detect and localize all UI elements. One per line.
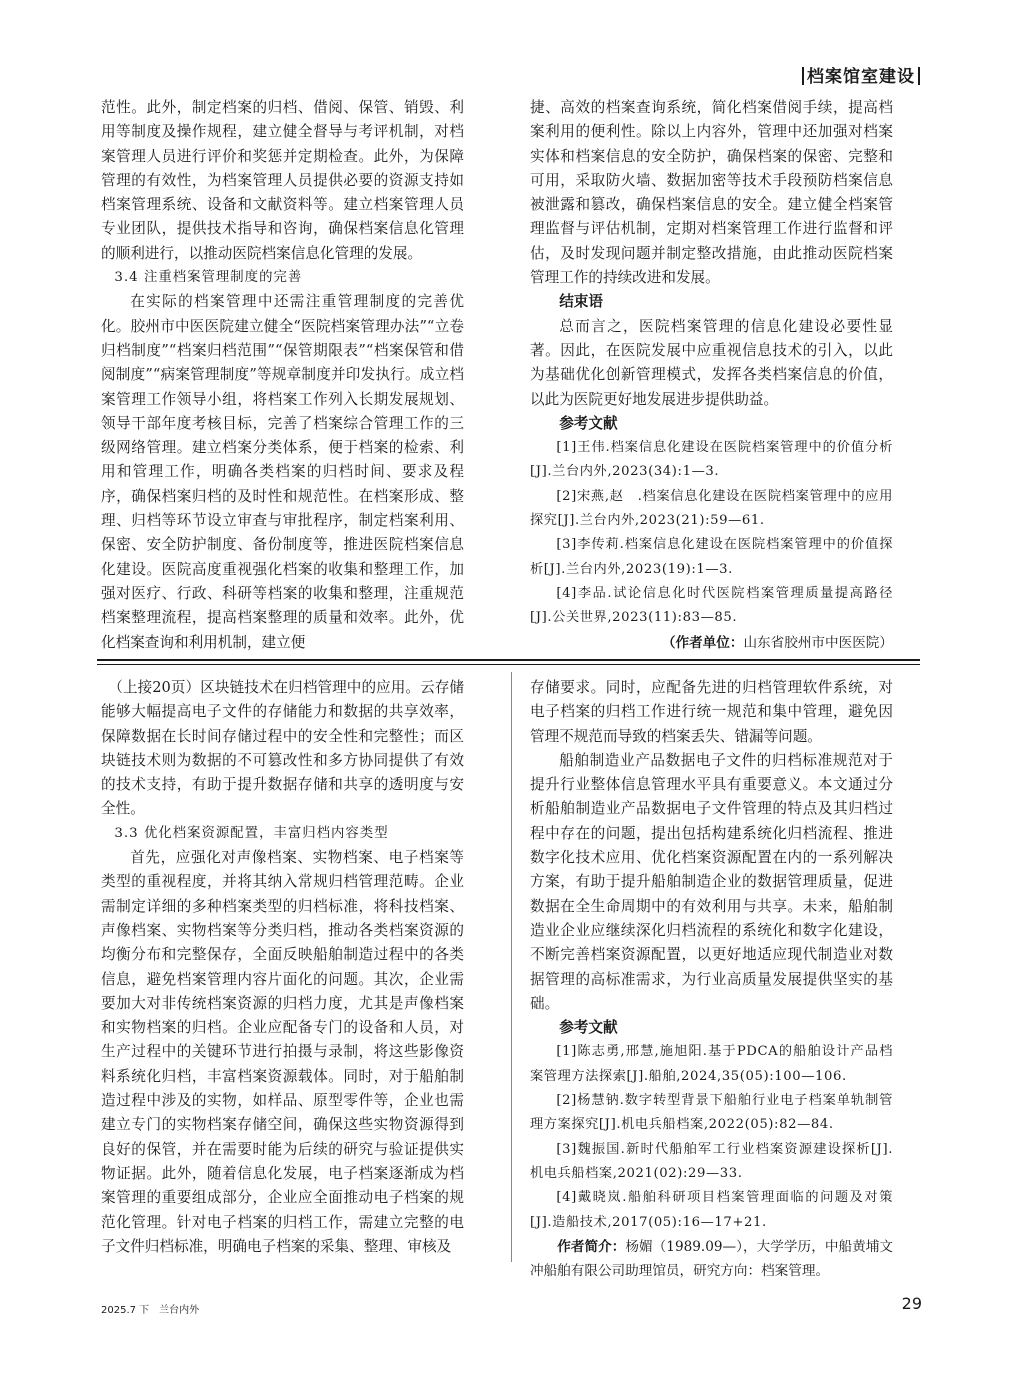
author-bio — [530, 1235, 893, 1284]
references-heading: 参考文献 — [559, 1019, 618, 1037]
top-left-column — [101, 96, 464, 655]
bio-value: 杨媚（1989.09—），大学学历，中船黄埔文冲船舶有限公司助理馆员，研究方向：档案管理。 — [530, 1238, 893, 1280]
author-affiliation — [530, 631, 893, 655]
conclusion-heading: 结束语 — [559, 293, 603, 311]
section-header — [799, 62, 923, 87]
bottom-left-column — [101, 676, 464, 1259]
reference-item: [4]戴晓岚.船舶科研项目档案管理面临的问题及对策[J].造船技术,2017(05):16—17+21. — [530, 1190, 893, 1230]
body-paragraph: 首先，应强化对声像档案、实物档案、电子档案等类型的重视程度，并将其纳入常规归档管理范畴。企业需制定详细的多种档案类型的归档标准，将科技档案、声像档案、实物档案等分类归档，推动各类档案资源的均衡分布和完整保存，全面反映船舶制造过程中的各类信息，避免档案管理内容片面化的问题。其次，企业需要加大对非传统档案资源的归档力度，尤其是声像档案和实物档案的归档。企业应配备专门的设备和人员，对生产过程中的关键环节进行拍摄与录制，将这些影像资料系统化归档，丰富档案资源载体。同时，对于船舶制造过程中涉及的实物，如样品、原型零件等，企业也需建立专门的实物档案存储空间，确保这些实物资源得到良好的保管，并在需要时能为后续的研究与验证提供实物证据。此外，随着信息化发展，电子档案逐渐成为档案管理的重要组成部分，企业应全面推动电子档案的规范化管理。针对电子档案的归档工作，需建立完整的电子文件归档标准，明确电子档案的采集、整理、审核及 — [101, 849, 464, 1255]
affiliation-label: （作者单位： — [661, 634, 744, 651]
footer-issue: 2025.7 下 兰台内外 — [101, 1305, 200, 1316]
subheading-3-3: 3.3 优化档案资源配置，丰富归档内容类型 — [114, 825, 389, 841]
section-divider-thin — [97, 664, 920, 665]
body-paragraph: 在实际的档案管理中还需注重管理制度的完善优化。胶州市中医医院建立健全“医院档案管理办法”“立卷归档制度”“档案归档范围”“保管期限表”“档案保管和借阅制度”“病案管理制度”等规章制度并印发执行。成立档案管理工作领导小组，将档案工作列入长期发展规划、领导干部年度考核目标，完善了档案综合管理工作的三级网络管理。建立档案分类体系，便于档案的检索、利用和管理工作，明确各类档案的归档时间、要求及程序，确保档案归档的及时性和规范性。在档案形成、整理、归档等环节设立审查与审批程序，制定档案利用、保密、安全防护制度、备份制度等，推进医院档案信息化建设。医院高度重视强化档案的收集和整理工作，加强对医疗、行政、科研等档案的收集和整理，注重规范档案整理流程，提高档案整理的质量和效率。此外，优化档案查询和利用机制，建立便 — [101, 293, 464, 651]
reference-item: [2]杨慧钠.数字转型背景下船舶行业电子档案单轨制管理方案探究[J].机电兵船档案,2022(05):82—84. — [530, 1093, 893, 1133]
top-right-column — [530, 96, 893, 655]
subheading-3-4: 3.4 注重档案管理制度的完善 — [114, 270, 303, 286]
reference-item: [2]宋燕,赵 .档案信息化建设在医院档案管理中的应用探究[J].兰台内外,2023(21):59—61. — [530, 488, 893, 529]
body-paragraph: 船舶制造业产品数据电子文件的归档标准规范对于提升行业整体信息管理水平具有重要意义。本文通过分析船舶制造业产品数据电子文件管理的特点及其归档过程中存在的问题，提出包括构建系统化归档流程、推进数字化技术应用、优化档案资源配置在内的一系列解决方案，有助于提升船舶制造企业的数据管理质量，促进数据在全生命周期中的有效利用与共享。未来，船舶制造业企业应继续深化归档流程的系统化和数字化建设，不断完善档案资源配置，以更好地适应现代制造业对数据管理的高标准需求，为行业高质量发展提供坚实的基础。 — [530, 751, 893, 1012]
body-paragraph: 捷、高效的档案查询系统，简化档案借阅手续，提高档案利用的便利性。除以上内容外，管理中还加强对档案实体和档案信息的安全防护，确保档案的保密、完整和可用，采取防火墙、数据加密等技术手段预防档案信息被泄露和篡改，确保档案信息的安全。建立健全档案管理监督与评估机制，定期对档案管理工作进行监督和评估，及时发现问题并制定整改措施，由此推动医院档案管理工作的持续改进和发展。 — [530, 99, 893, 287]
body-paragraph: 存储要求。同时，应配备先进的归档管理软件系统，对电子档案的归档工作进行统一规范和集中管理，避免因管理不规范而导致的档案丢失、错漏等问题。 — [530, 679, 893, 745]
section-title: 档案馆室建设 — [807, 67, 915, 87]
bio-label: 作者简介： — [557, 1238, 626, 1255]
conclusion-paragraph: 总而言之，医院档案管理的信息化建设必要性显著。因此，在医院发展中应重视信息技术的引入，以此为基础优化创新管理模式，发挥各类档案信息的价值，以此为医院更好地发展进步提供助益。 — [530, 317, 893, 408]
reference-item: [4]李品.试论信息化时代医院档案管理质量提高路径[J].公关世界,2023(11):83—85. — [530, 585, 893, 626]
reference-item: [3]李传莉.档案信息化建设在医院档案管理中的价值探析[J].兰台内外,2023(19):1—3. — [530, 537, 893, 577]
body-paragraph: 范性。此外，制定档案的归档、借阅、保管、销毁、利用等制度及操作规程，建立健全督导与考评机制，对档案管理人员进行评价和奖惩并定期检查。此外，为保障管理的有效性，为档案管理人员提供必要的资源支持如档案管理系统、设备和文献资料等。建立档案管理人员专业团队，提供技术指导和咨询，确保档案信息化管理的顺利进行，以推动医院档案信息化管理的发展。 — [101, 99, 464, 262]
affiliation-value: 山东省胶州市中医医院） — [743, 634, 893, 651]
reference-item: [3]魏振国.新时代船舶军工行业档案资源建设探析[J].机电兵船档案,2021(02):29—33. — [530, 1141, 893, 1181]
section-divider-thick — [97, 659, 920, 661]
column-divider — [511, 672, 512, 1262]
references-heading: 参考文献 — [559, 414, 618, 432]
reference-item: [1]王伟.档案信息化建设在医院档案管理中的价值分析[J].兰台内外,2023(34):1—3. — [530, 440, 893, 480]
bottom-right-column — [530, 676, 893, 1283]
body-paragraph: （上接20页）区块链技术在归档管理中的应用。云存储能够大幅提高电子文件的存储能力和数据的共享效率，保障数据在长时间存储过程中的安全性和完整性；而区块链技术则为数据的不可篡改性和多方协同提供了有效的技术支持，有助于提升数据存储和共享的透明度与安全性。 — [101, 679, 464, 818]
page-number: 29 — [901, 1294, 922, 1313]
reference-item: [1]陈志勇,邢慧,施旭阳.基于PDCA的船舶设计产品档案管理方法探索[J].船舶,2024,35(05):100—106. — [530, 1044, 893, 1084]
